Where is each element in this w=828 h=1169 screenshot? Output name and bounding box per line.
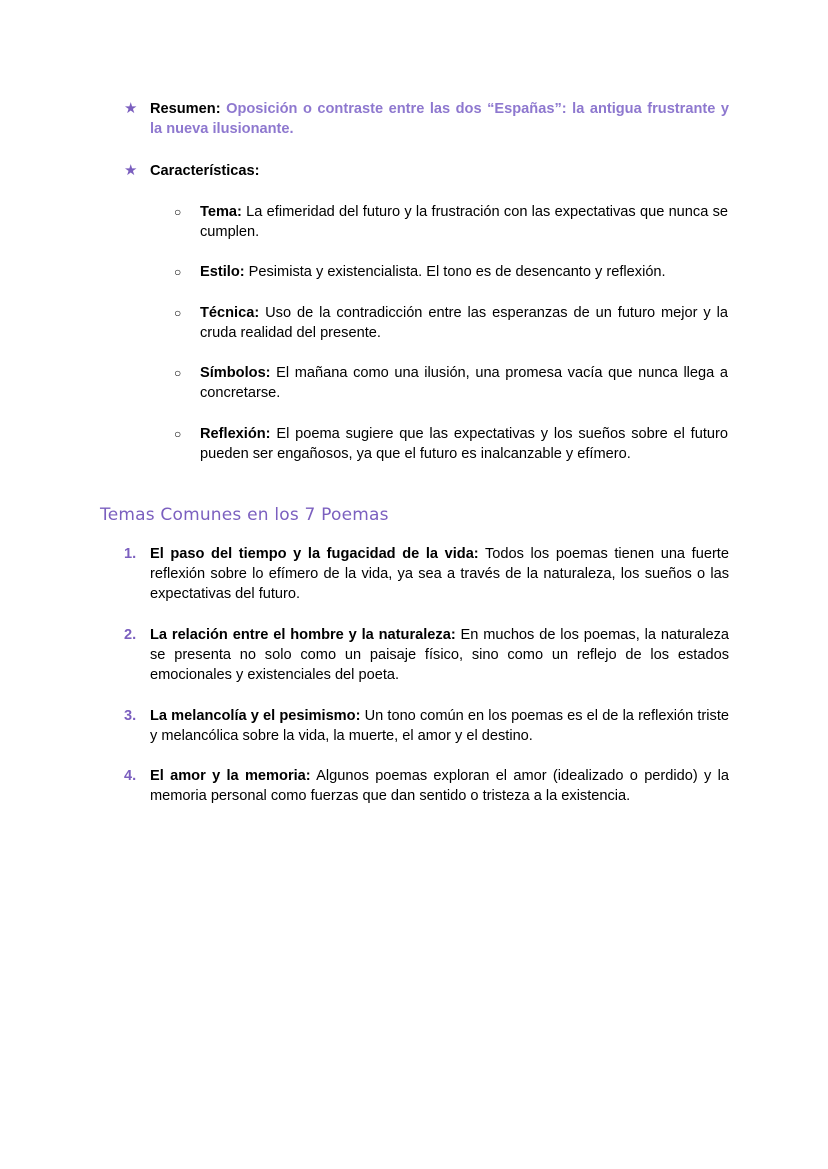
theme-label: La relación entre el hombre y la naturaleza:	[150, 627, 456, 643]
characteristic-item-tecnica	[174, 303, 728, 343]
characteristic-label: Estilo:	[200, 264, 245, 280]
theme-text: Todos los poemas tienen una fuerte reflexión sobre lo efímero de la vida, ya sea a través de la naturaleza, los sueños o las expectativas del futuro.	[150, 546, 729, 602]
characteristic-item-tema	[174, 202, 728, 242]
summary-item	[124, 99, 729, 139]
characteristic-item-reflexion	[174, 424, 728, 464]
circle-bullet-icon: ○	[174, 427, 182, 441]
summary-label: Resumen:	[150, 101, 221, 117]
characteristic-text: Pesimista y existencialista. El tono es de desencanto y reflexión.	[248, 264, 666, 280]
circle-bullet-icon: ○	[174, 306, 182, 320]
list-number: 1.	[124, 546, 137, 562]
characteristic-label: Reflexión:	[200, 426, 271, 442]
characteristic-text: El mañana como una ilusión, una promesa vacía que nunca llega a concretarse.	[200, 365, 728, 401]
characteristic-text: Uso de la contradicción entre las esperanzas de un futuro mejor y la cruda realidad del presente.	[200, 305, 728, 341]
section-heading: Temas Comunes en los 7 Poemas	[100, 505, 389, 525]
characteristic-text: El poema sugiere que las expectativas y los sueños sobre el futuro pueden ser engañosos, ya que el futuro es inalcanzable y efímero.	[200, 426, 728, 462]
characteristics-item	[124, 161, 729, 181]
summary-text	[150, 99, 729, 139]
list-number: 3.	[124, 708, 137, 724]
characteristics-label: Características:	[150, 163, 260, 179]
circle-bullet-icon: ○	[174, 205, 182, 219]
characteristic-label: Tema:	[200, 204, 242, 220]
characteristic-label: Símbolos:	[200, 365, 271, 381]
theme-item-1	[124, 544, 729, 604]
circle-bullet-icon: ○	[174, 265, 182, 279]
characteristic-text: La efimeridad del futuro y la frustración con las expectativas que nunca se cumplen.	[200, 204, 729, 240]
theme-text: En muchos de los poemas, la naturaleza se presenta no solo como un paisaje físico, sino como un reflejo de los estados emocionales y existenciales del poeta.	[150, 627, 729, 683]
theme-text: Algunos poemas exploran el amor (idealizado o perdido) y la memoria personal como fuerzas que dan sentido o tristeza a la existencia.	[150, 768, 729, 804]
theme-item-2	[124, 625, 729, 685]
theme-label: El paso del tiempo y la fugacidad de la vida:	[150, 546, 479, 562]
star-icon: ★	[124, 100, 138, 117]
characteristic-label: Técnica:	[200, 305, 260, 321]
theme-item-3	[124, 706, 729, 746]
characteristic-item-estilo	[174, 262, 728, 282]
theme-item-4	[124, 766, 729, 806]
theme-label: La melancolía y el pesimismo:	[150, 708, 361, 724]
list-number: 2.	[124, 627, 137, 643]
theme-label: El amor y la memoria:	[150, 768, 311, 784]
theme-text: Un tono común en los poemas es el de la reflexión triste y melancólica sobre la vida, la muerte, el amor y el destino.	[150, 708, 730, 744]
characteristic-item-simbolos	[174, 363, 728, 403]
summary-content: Oposición o contraste entre las dos “Españas”: la antigua frustrante y la nueva ilusionante.	[150, 101, 729, 137]
star-icon: ★	[124, 162, 138, 179]
list-number: 4.	[124, 768, 137, 784]
circle-bullet-icon: ○	[174, 366, 182, 380]
